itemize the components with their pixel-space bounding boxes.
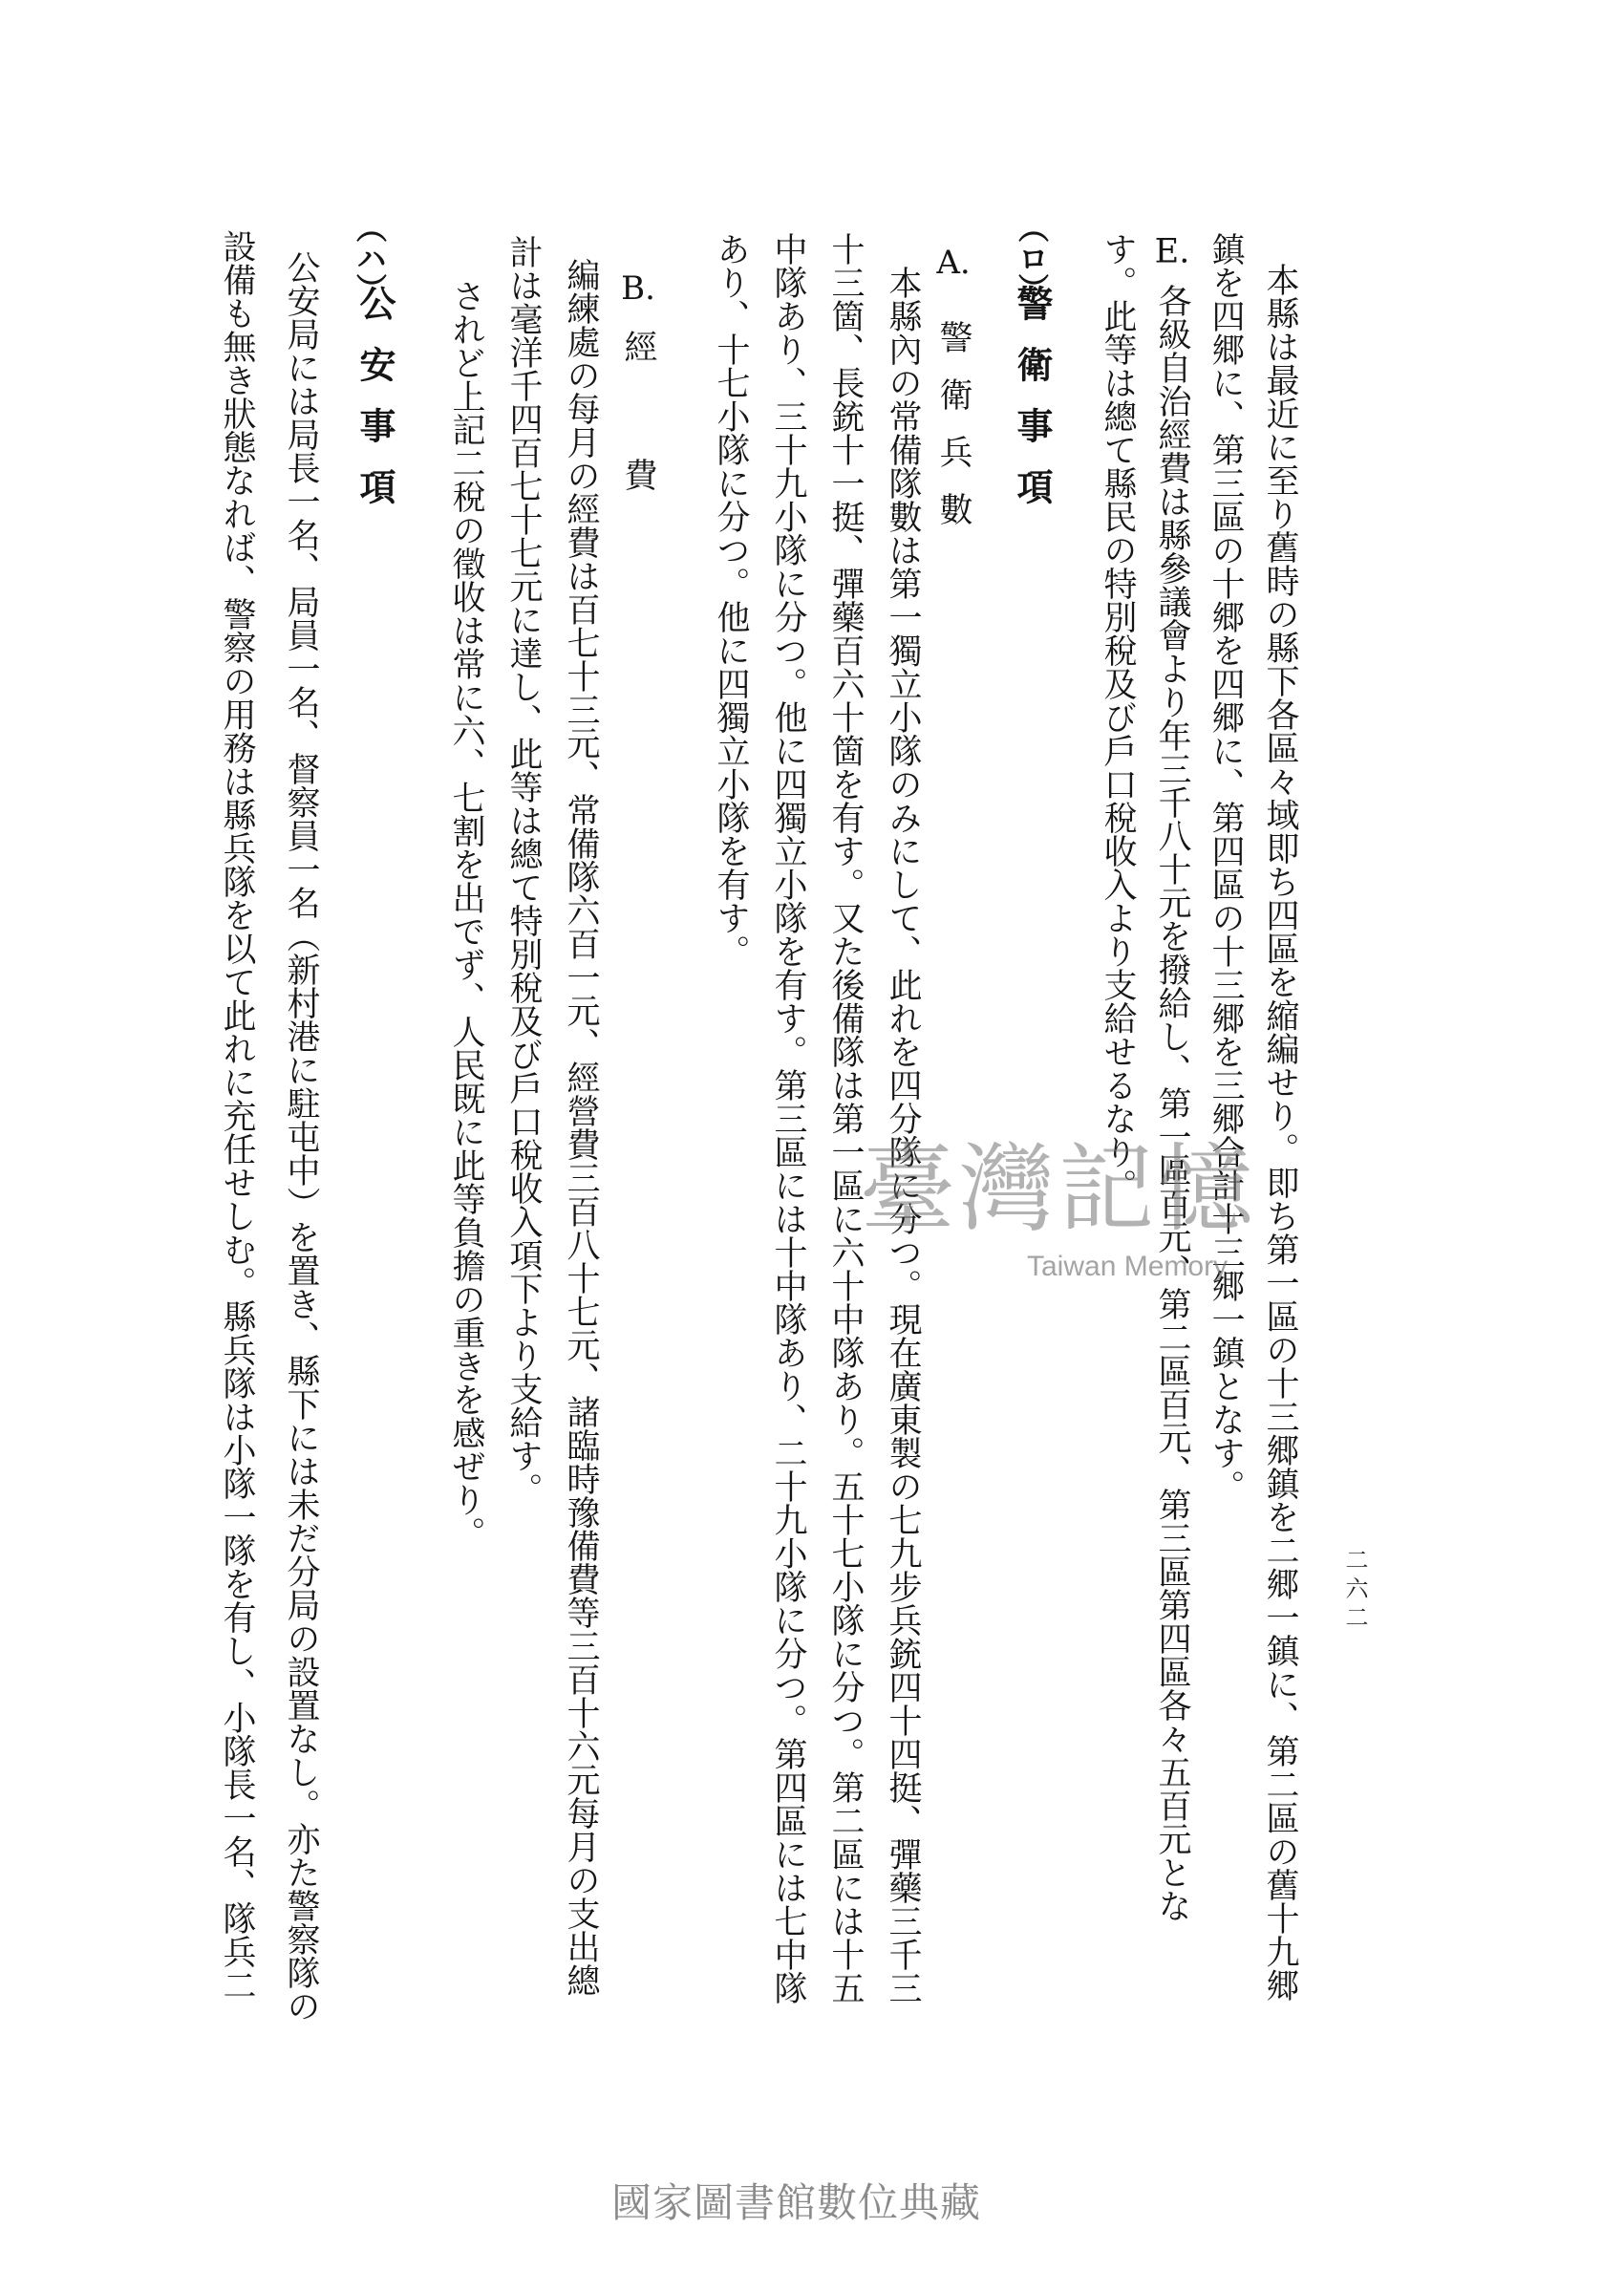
item-b-label-column [609, 272, 667, 305]
text-column: 本縣は最近に至り舊時の縣下各區々域即ち四區を縮編せり。即ち第一區の十三郷鎮を二郷一鎮に、第二區の舊十九郷 [1261, 263, 1299, 2002]
text-column: 中隊あり、三十九小隊に分つ。他に四獨立小隊を有す。第三區には十中隊あり、二十九小隊に分つ。第四區には七中隊 [769, 232, 807, 2004]
text-column: されど上記二稅の徵收は常に六、七割を出でず、人民既に此等負擔の重きを感ぜり。 [447, 279, 485, 1550]
text-column: 編練處の每月の經費は百七十三元、常備隊六百一元、經營費三百八十七元、諸臨時豫備費等三百十六元每月の支出總 [562, 258, 600, 1997]
item-b-title: 經 費 [619, 330, 657, 522]
text-column: 十三箇、長銃十一挺、彈藥百六十箇を有す。又た後備隊は第一區に六十中隊あり。五十七小隊に分つ。第二區には十五 [826, 232, 865, 2004]
section-ro-marker: （ロ） [1014, 212, 1050, 304]
item-a-title: 警衛兵數 [934, 320, 972, 549]
item-e-column [1143, 235, 1201, 1922]
section-ro-title: 警衛事項 [1011, 285, 1054, 529]
text-column: 設備も無き狀態なれば、警察の用務は縣兵隊を以て此れに充任せしむ。縣兵隊は小隊一隊を有し、小隊長一名、隊兵二 [218, 229, 256, 2002]
section-ha-marker: （ハ） [352, 212, 388, 304]
section-ha-title: 公安事項 [353, 285, 396, 529]
item-a-label-column [925, 246, 982, 279]
watermark-logo-text: 臺灣記憶 [860, 1133, 1257, 1245]
text-column: 本縣內の常備隊數は第一獨立小隊のみにして、此れを四分隊に分つ。現在廣東製の七九步兵銃四十四挺、彈藥三千三 [884, 266, 922, 2004]
item-e-text: 各級自治經費は縣參議會より年三千八十元を撥給し、第一區百元、第二區百元、第三區第四區各々五百元とな [1153, 284, 1191, 1922]
text-column: 計は毫洋千四百七十七元に達し、此等は總て特別稅及び戶口稅收入項下より支給す。 [504, 235, 543, 1506]
text-column: あり、十七小隊に分つ。他に四獨立小隊を有す。 [712, 232, 750, 968]
text-column: す。此等は總て縣民の特別稅及び戶口稅收入より支給せるなり。 [1099, 232, 1137, 1202]
page-number: 二六二 [1341, 1548, 1368, 1634]
text-column: 鎮を四郷に、第三區の十郷を四郷に、第四區の十三郷を三郷合計十三郷一鎮となす。 [1207, 232, 1245, 1503]
text-column: 公安局には局長一名、局員一名、督察員一名（新村港に駐屯中）を置き、縣下には未だ分局の設置なし。亦た警察隊の [282, 250, 320, 2023]
item-e-label: E. [1154, 235, 1190, 268]
archive-footer: 國家圖書館數位典藏 [611, 2179, 982, 2226]
item-a-label: A. [936, 246, 971, 279]
watermark-subtitle: Taiwan Memory [1027, 1251, 1229, 1282]
item-b-label: B. [621, 272, 655, 305]
